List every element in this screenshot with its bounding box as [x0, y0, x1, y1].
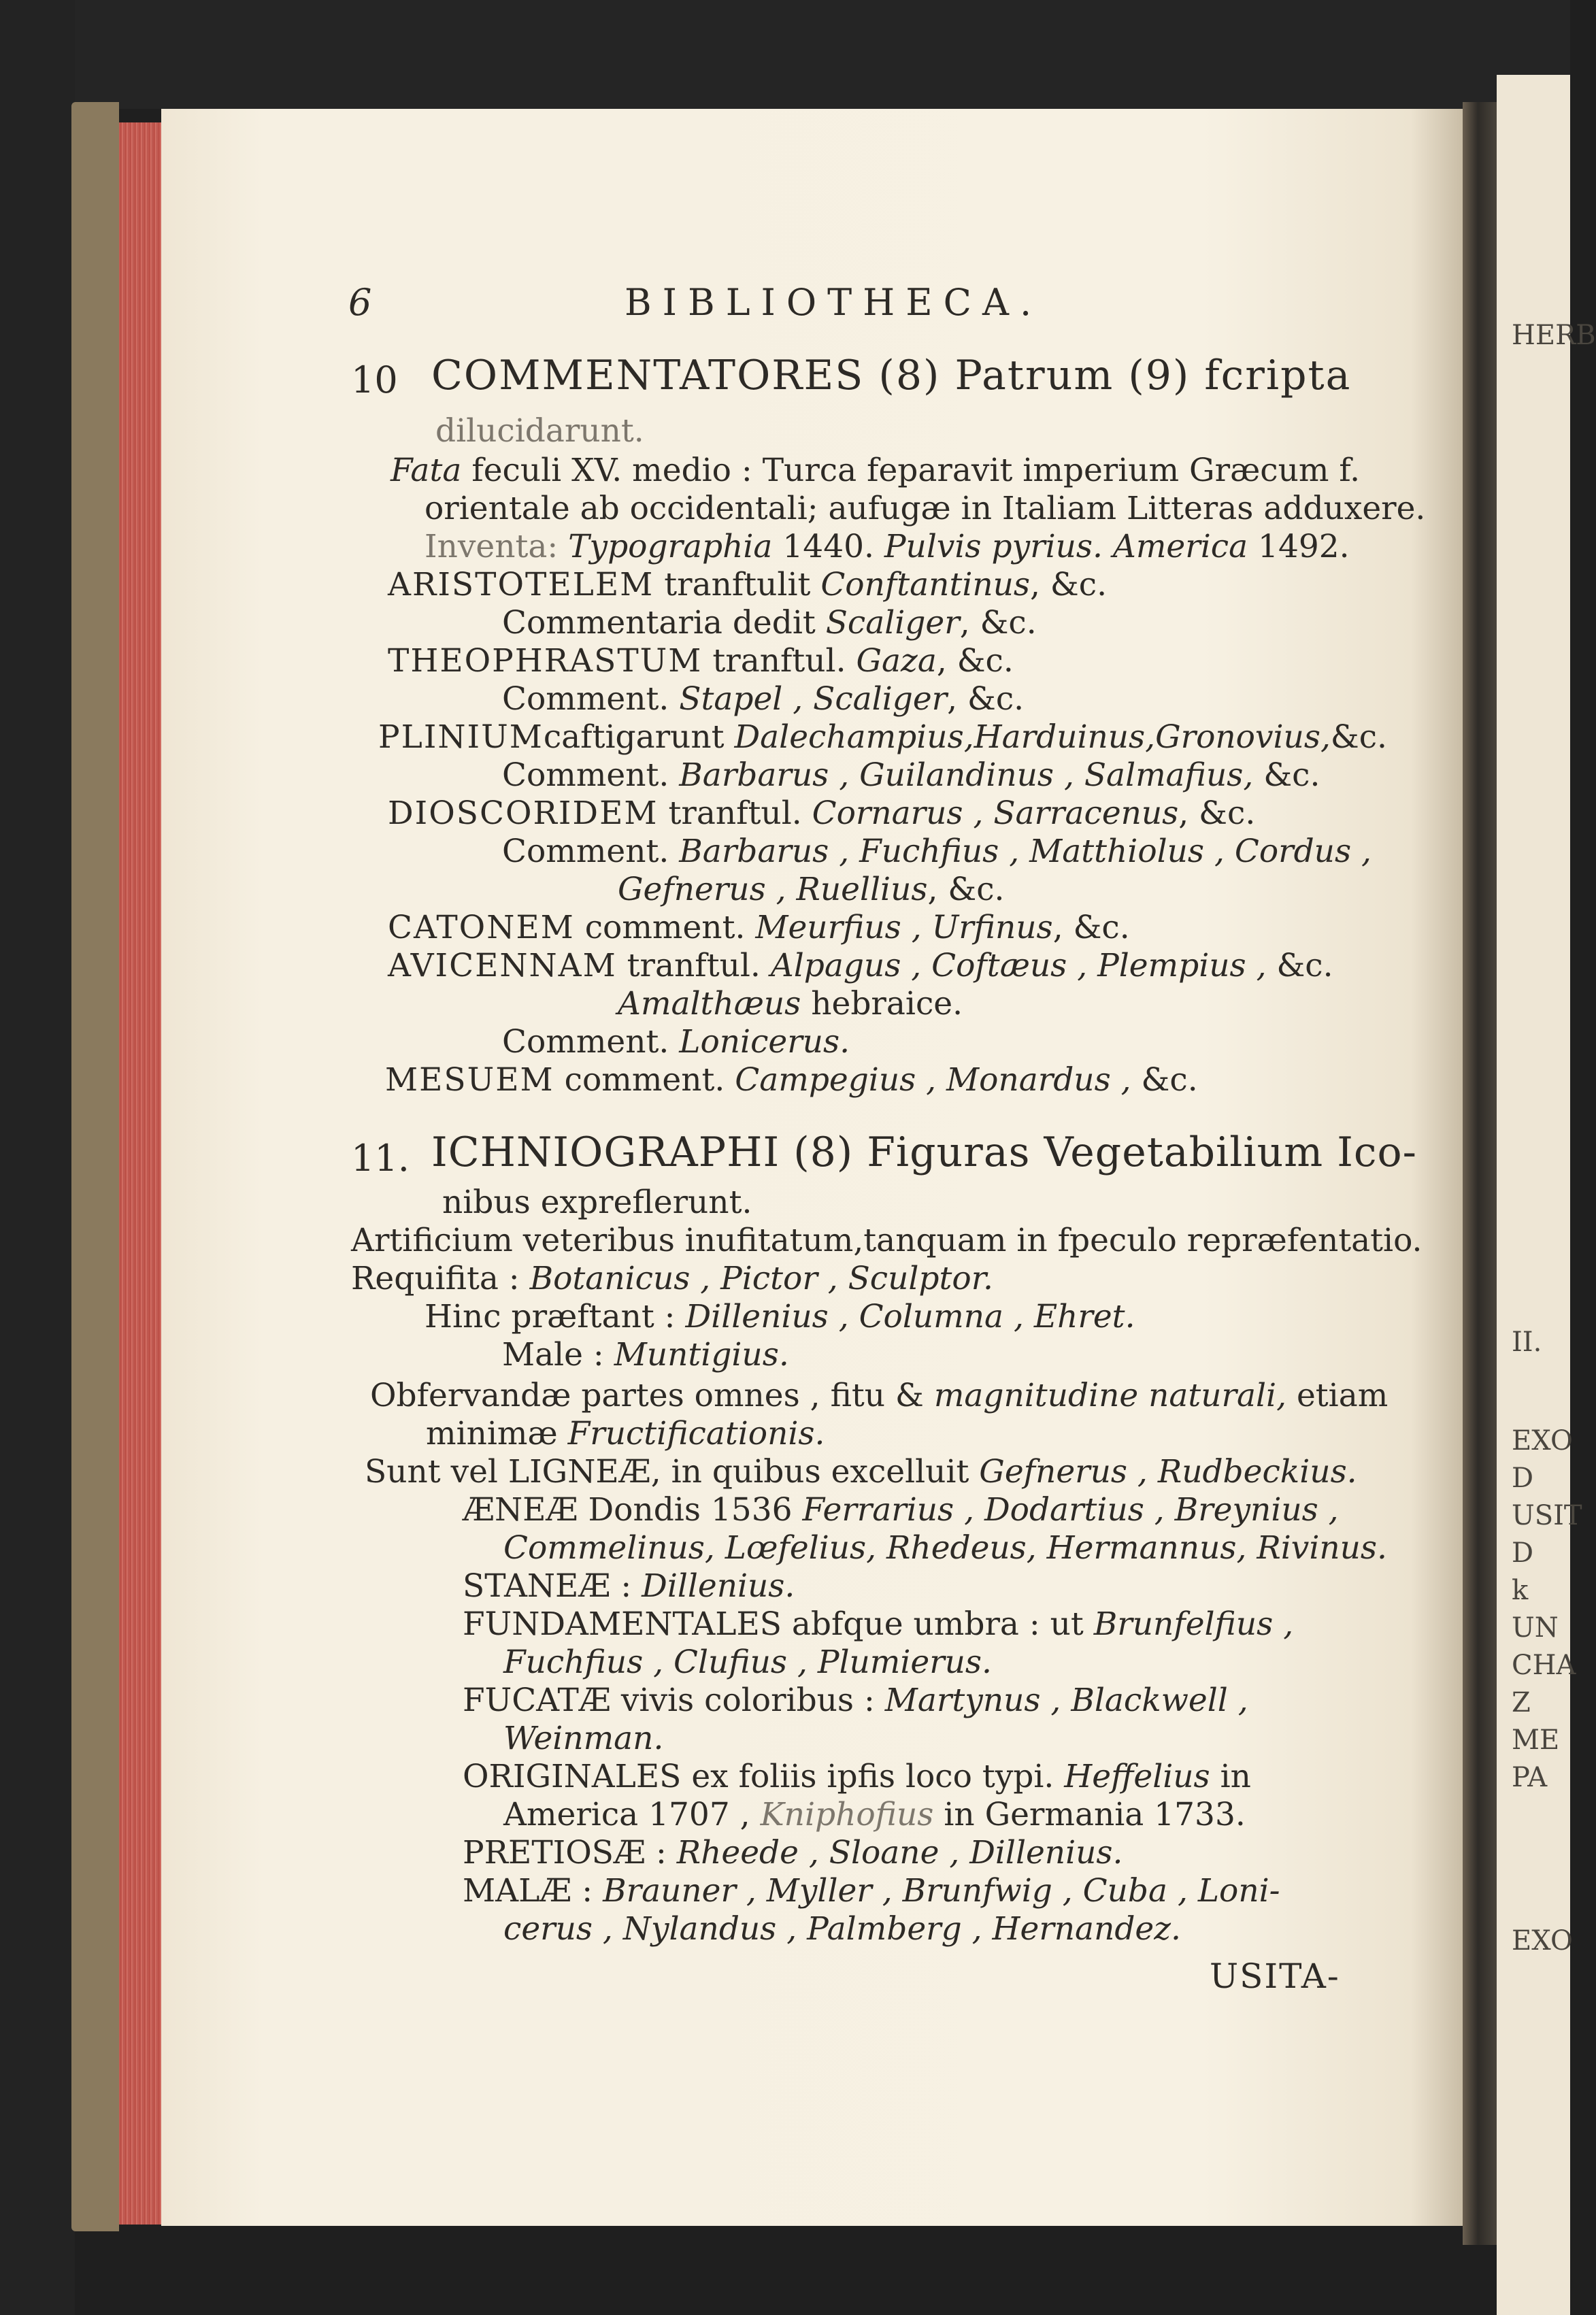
fragment: D	[1512, 1463, 1534, 1494]
section-number: 10	[351, 359, 398, 401]
fragment: EXO	[1512, 1925, 1573, 1956]
text-line: cerus , Nylandus , Palmberg , Hernandez.	[503, 1910, 1181, 1948]
fragment: k	[1512, 1575, 1529, 1606]
text-line: Artificium veteribus inufitatum,tanquam in fpeculo repræfentatio.	[351, 1222, 1423, 1259]
fragment: ME	[1512, 1725, 1560, 1756]
text-line: minimæ Fructificationis.	[426, 1415, 825, 1452]
book-cover-edge	[71, 102, 119, 2231]
text-line	[390, 452, 1361, 489]
fragment: EXO	[1512, 1425, 1573, 1456]
section-heading: ICHNIOGRAPHI (8) Figuras Vegetabilium Ico-	[431, 1129, 1417, 1176]
text-line: AVICENNAM tranftul. Alpagus , Coftæus , Plempius , &c.	[388, 947, 1333, 984]
text-line: Weinman.	[503, 1720, 664, 1757]
fragment: CHA	[1512, 1650, 1576, 1681]
section-number: 11.	[351, 1137, 410, 1180]
text-line: PRETIOSÆ : Rheede , Sloane , Dillenius.	[463, 1834, 1123, 1871]
text-line: FUNDAMENTALES abfque umbra : ut Brunfelfius ,	[463, 1605, 1294, 1643]
text-line: Commentaria dedit Scaliger, &c.	[502, 604, 1037, 642]
running-title: BIBLIOTHECA.	[625, 281, 1043, 324]
text-line: orientale ab occidentali; aufugæ in Italiam Litteras adduxere.	[425, 490, 1426, 527]
scan-background-top	[0, 0, 1570, 109]
text-line: Amalthæus hebraice.	[618, 985, 963, 1022]
catchword: USITA-	[1210, 1956, 1340, 1996]
fata-word: Fata	[390, 452, 462, 489]
fragment: II.	[1512, 1327, 1542, 1358]
section-heading-cont: dilucidarunt.	[435, 412, 644, 450]
fragment: D	[1512, 1537, 1534, 1569]
section-heading: COMMENTATORES (8) Patrum (9) fcripta	[431, 352, 1352, 399]
text-line: Male : Muntigius.	[502, 1336, 789, 1373]
text-line: Requifita : Botanicus , Pictor , Sculptor.	[351, 1260, 993, 1297]
text-line: CATONEM comment. Meurfius , Urfinus, &c.	[388, 909, 1130, 946]
fragment: USIT	[1512, 1500, 1582, 1531]
fragment: Z	[1512, 1687, 1531, 1718]
scan-background-left	[0, 0, 75, 2315]
text-line: STANEÆ : Dillenius.	[463, 1567, 795, 1605]
text-line: America 1707 , Kniphofius in Germania 1733.	[503, 1796, 1246, 1833]
text-line: ARISTOTELEM tranftulit Conftantinus, &c.	[388, 566, 1108, 603]
red-page-edges	[119, 122, 161, 2225]
fragment: HERB	[1512, 320, 1596, 351]
text-line: Fuchfius , Clufius , Plumierus.	[503, 1644, 992, 1681]
fata-text: feculi XV. medio : Turca feparavit imperium Græcum f.	[471, 452, 1361, 489]
text-line: MALÆ : Brauner , Myller , Brunfwig , Cuba , Loni-	[463, 1872, 1280, 1910]
text-line: Commelinus, Lœfelius, Rhedeus, Hermannus, Rivinus.	[503, 1529, 1387, 1567]
text-line: Sunt vel LIGNEÆ, in quibus excelluit Gefnerus , Rudbeckius.	[365, 1453, 1357, 1490]
fragment: PA	[1512, 1762, 1548, 1793]
text-line: Hinc præftant : Dillenius , Columna , Ehret.	[425, 1298, 1135, 1335]
page-right-fragment	[1497, 75, 1596, 2315]
text-line: Comment. Lonicerus.	[502, 1023, 850, 1061]
text-line: Inventa: Typographia 1440. Pulvis pyrius. America 1492.	[425, 528, 1350, 565]
fragment: UN	[1512, 1612, 1559, 1644]
text-line: MESUEM comment. Campegius , Monardus , &c.	[385, 1061, 1198, 1099]
section-heading-cont: nibus expreflerunt.	[442, 1184, 752, 1221]
book-gutter	[1463, 102, 1497, 2245]
text-line: FUCATÆ vivis coloribus : Martynus , Blackwell ,	[463, 1682, 1248, 1719]
text-line: Comment. Stapel , Scaliger, &c.	[502, 680, 1025, 718]
text-line: Obfervandæ partes omnes , fitu & magnitudine naturali, etiam	[370, 1377, 1389, 1414]
text-line: PLINIUMcaftigarunt Dalechampius,Harduinus,Gronovius,&c.	[378, 718, 1387, 756]
text-line: Comment. Barbarus , Guilandinus , Salmafius, &c.	[502, 756, 1320, 794]
text-line: ÆNEÆ Dondis 1536 Ferrarius , Dodartius , Breynius ,	[463, 1491, 1339, 1529]
text-line: ORIGINALES ex foliis ipfis loco typi. Heffelius in	[463, 1758, 1251, 1795]
text-line: Gefnerus , Ruellius, &c.	[618, 871, 1005, 908]
text-line: THEOPHRASTUM tranftul. Gaza, &c.	[388, 642, 1014, 680]
text-line: DIOSCORIDEM tranftul. Cornarus , Sarracenus, &c.	[388, 795, 1256, 832]
page-number: 6	[348, 281, 372, 324]
text-line: Comment. Barbarus , Fuchfius , Matthiolus , Cordus ,	[502, 833, 1371, 870]
